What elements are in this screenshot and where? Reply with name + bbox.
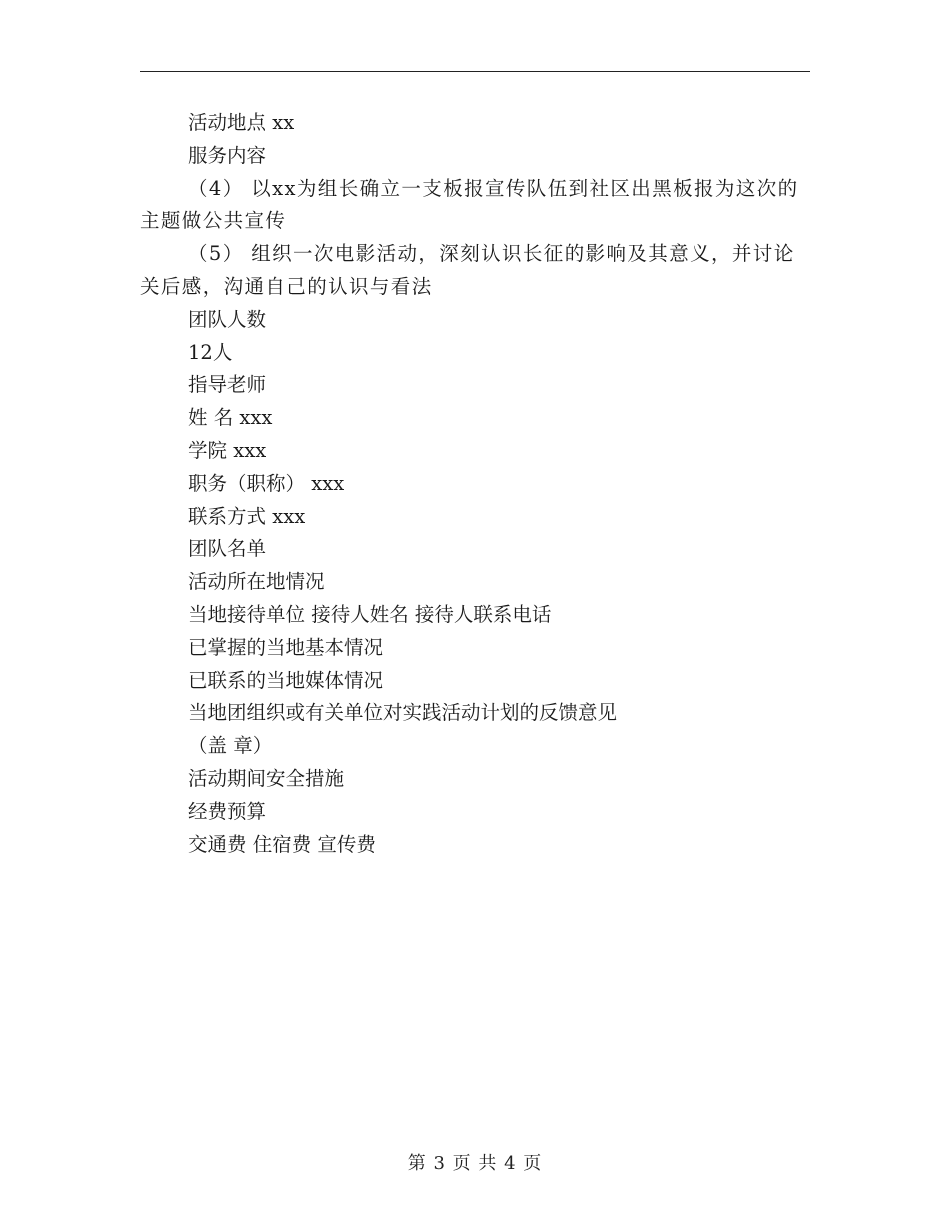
text-line: 12人 — [188, 340, 233, 364]
document-body — [140, 107, 810, 861]
text-line: 职务（职称） xxx — [188, 471, 345, 495]
text-line: 学院 xxx — [188, 438, 267, 462]
text-paragraph: （5） 组织一次电影活动，深刻认识长征的影响及其意义，并讨论关后感，沟通自己的认识与看法 — [140, 242, 795, 298]
text-line: 姓 名 xxx — [188, 406, 273, 430]
text-line: 团队名单 — [188, 537, 267, 561]
text-line: （盖 章） — [188, 734, 273, 758]
text-line: 活动所在地情况 — [188, 570, 325, 594]
text-line: 经费预算 — [188, 799, 267, 823]
text-line: 已联系的当地媒体情况 — [188, 668, 384, 692]
header-rule — [140, 71, 810, 72]
text-line: 服务内容 — [188, 143, 267, 167]
text-line: 活动地点 xx — [188, 111, 295, 134]
text-line: 活动期间安全措施 — [188, 766, 345, 790]
text-paragraph: （4） 以xx为组长确立一支板报宣传队伍到社区出黑板报为这次的主题做公共宣传 — [140, 176, 799, 233]
text-line: 当地团组织或有关单位对实践活动计划的反馈意见 — [188, 701, 618, 725]
text-line: 交通费 住宿费 宣传费 — [188, 832, 376, 856]
text-line: 当地接待单位 接待人姓名 接待人联系电话 — [188, 602, 552, 626]
text-line: 联系方式 xxx — [188, 504, 306, 528]
page-number: 第 3 页 共 4 页 — [407, 1153, 543, 1174]
text-line: 团队人数 — [188, 307, 267, 331]
text-line: 指导老师 — [188, 373, 267, 397]
text-line: 已掌握的当地基本情况 — [188, 635, 384, 659]
